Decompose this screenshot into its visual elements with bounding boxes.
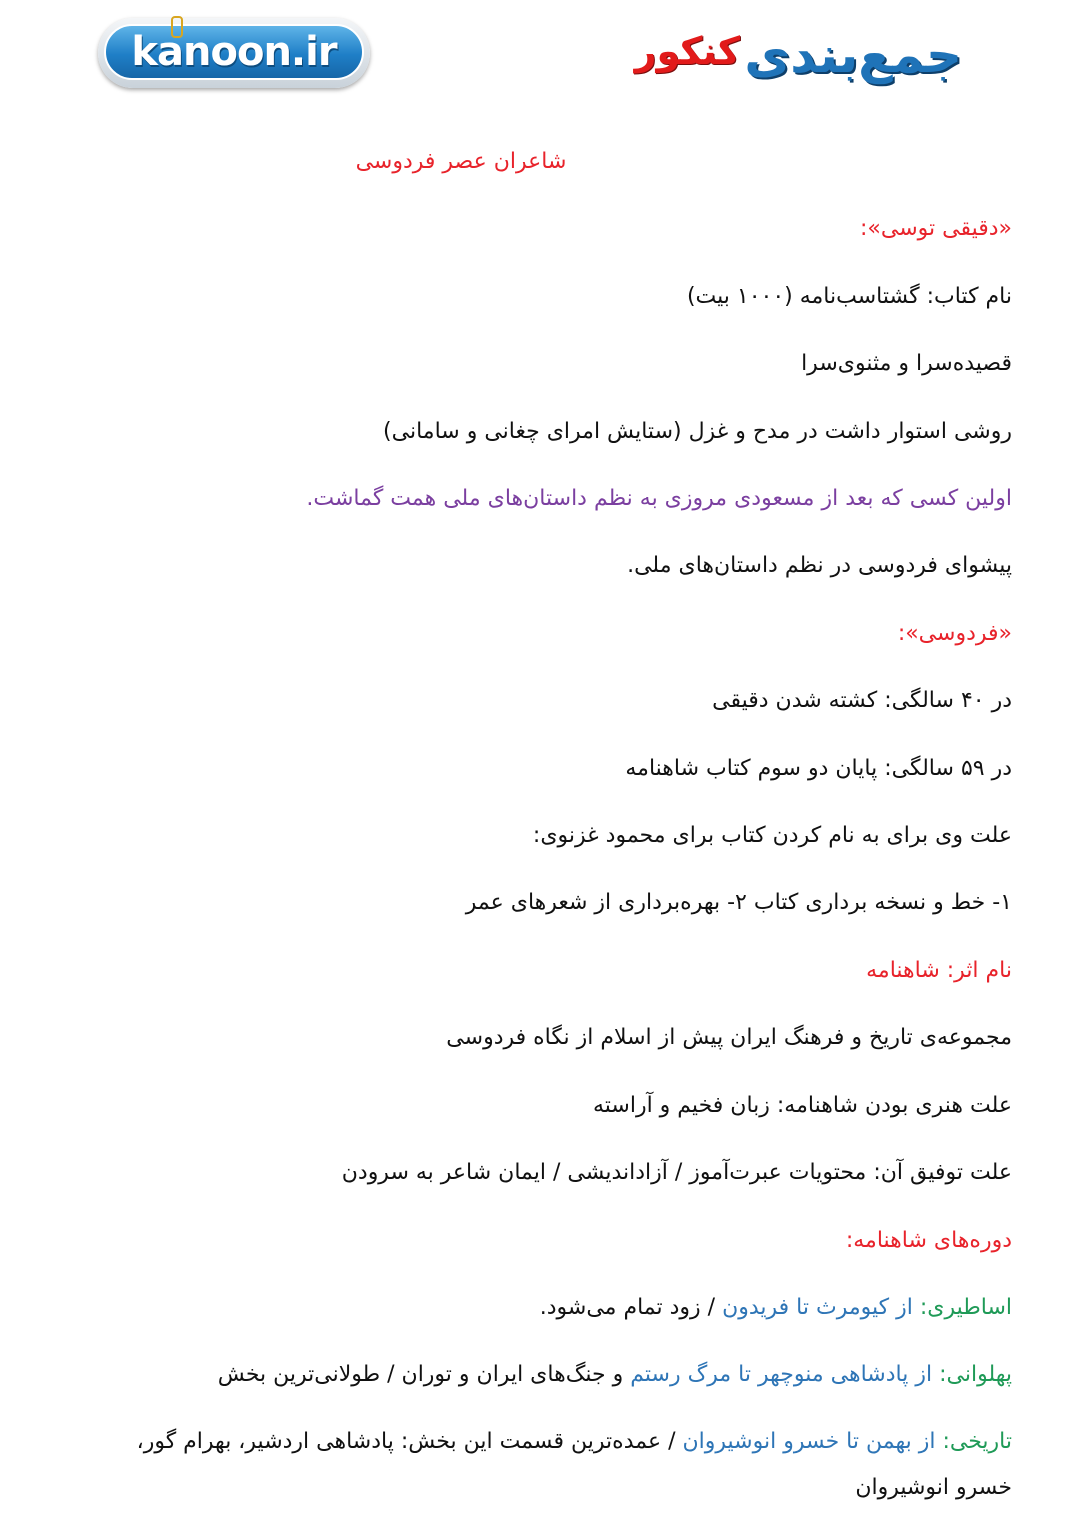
book-name: نام کتاب: گشتاسب‌نامه (۱۰۰۰ بیت): [686, 283, 1012, 309]
jambandi-logo-text: جمع‌بندی: [744, 26, 962, 84]
daqiqi-heading: «دقیقی توسی»:: [859, 216, 1012, 242]
kanoon-logo-pill: [104, 24, 364, 80]
document-body: [90, 128, 1012, 1511]
heroic-range: از پادشاهی منوچهر تا مرگ رستم: [630, 1362, 933, 1388]
pioneer-note: پیشوای فردوسی در نظم داستان‌های ملی.: [627, 553, 1012, 579]
age59-note: در ۵۹ سالگی: پایان دو سوم کتاب شاهنامه: [625, 755, 1012, 781]
age40-note: در ۴۰ سالگی: کشته شدن دقیقی: [712, 688, 1012, 714]
paperclip-icon: [171, 16, 183, 38]
mythic-label: اساطیری:: [919, 1294, 1012, 1320]
konkur-logo-text: کنکور: [634, 29, 740, 73]
jambandi-konkur-logo: [612, 18, 962, 98]
periods-heading: دوره‌های شاهنامه:: [845, 1227, 1012, 1253]
period-heroic: [90, 1341, 1012, 1408]
heroic-rest: و جنگ‌های ایران و توران / طولانی‌ترین بخش: [217, 1362, 631, 1388]
style-type: قصیده‌سرا و مثنوی‌سرا: [801, 351, 1012, 377]
success-reason: علت توفیق آن: محتویات عبرت‌آموز / آزاداندیشی / ایمان شاعر به سرودن: [341, 1160, 1012, 1186]
work-name: نام اثر: شاهنامه: [866, 957, 1012, 983]
method: روشی استوار داشت در مدح و غزل (ستایش امرای چغانی و سامانی): [383, 418, 1012, 444]
page-title: شاعران عصر فردوسی: [355, 149, 567, 174]
period-mythic: [90, 1274, 1012, 1341]
first-person-note: اولین کسی که بعد از مسعودی مروزی به نظم داستان‌های ملی همت گماشت.: [306, 486, 1012, 512]
kanoon-logo-text: kanoon.ir: [131, 29, 337, 75]
dedication-reason: علت وی برای به نام کردن کتاب برای محمود غزنوی:: [532, 823, 1012, 849]
artistic-reason: علت هنری بودن شاهنامه: زبان فخیم و آراسته: [592, 1092, 1012, 1118]
mythic-range: از کیومرث تا فریدون: [722, 1294, 913, 1320]
kanoon-logo[interactable]: [98, 18, 370, 88]
page-header: [0, 0, 1090, 110]
historic-rest: / عمده‌ترین قسمت این بخش: پادشاهی اردشیر، بهرام گور، خسرو انوشیروان: [136, 1428, 1012, 1500]
mythic-rest: / زود تمام می‌شود.: [539, 1294, 723, 1320]
reasons-list: ۱- خط و نسخه برداری کتاب ۲- بهره‌برداری از شعرهای عمر: [465, 890, 1012, 916]
ferdowsi-heading: «فردوسی»:: [897, 620, 1012, 646]
historic-label: تاریخی:: [942, 1428, 1012, 1454]
historic-range: از بهمن تا خسرو انوشیروان: [682, 1428, 936, 1454]
heroic-label: پهلوانی:: [939, 1362, 1012, 1388]
collection-note: مجموعه‌ی تاریخ و فرهنگ ایران پیش از اسلام از نگاه فردوسی: [446, 1025, 1012, 1051]
period-historic: [90, 1419, 1012, 1511]
